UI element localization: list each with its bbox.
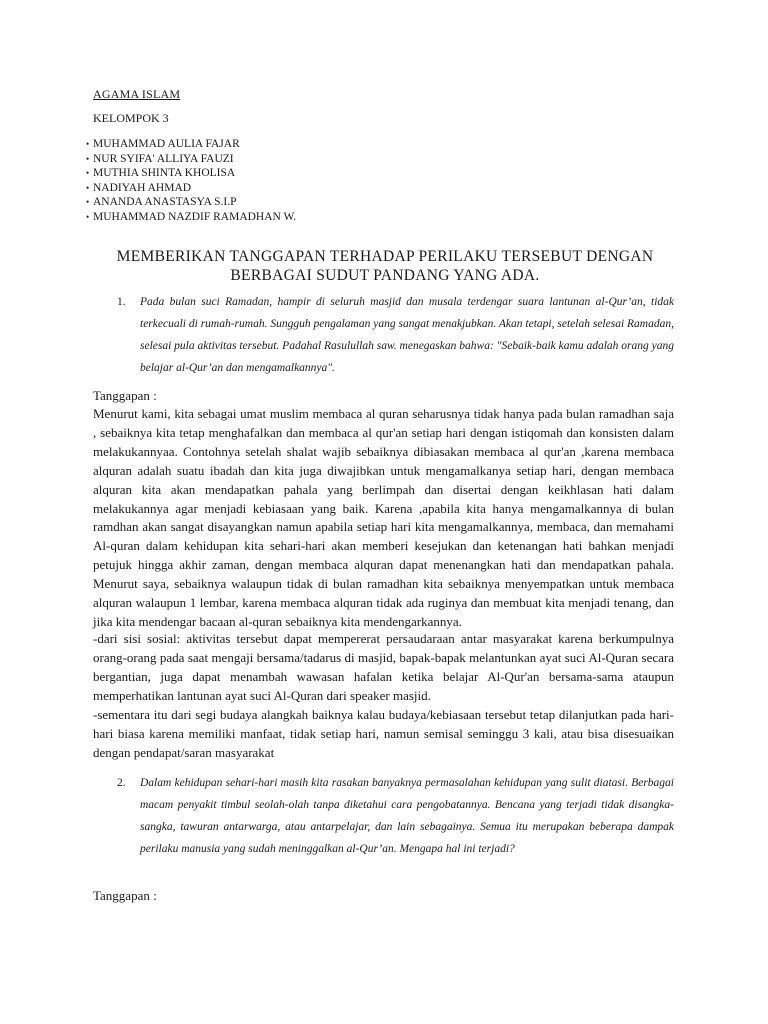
bullet-icon: • bbox=[86, 182, 90, 193]
question-number: 1. bbox=[117, 296, 126, 308]
response-label: Tanggapan : bbox=[93, 388, 157, 403]
list-item: • MUTHIA SHINTA KHOLISA bbox=[86, 167, 236, 179]
group-label: KELOMPOK 3 bbox=[93, 111, 169, 125]
question-text: Pada bulan suci Ramadan, hampir di seluruh masjid dan musala terdengar suara lantunan al-Qur’an, tidak terkecuali di rumah-rumah. Sungguh pengalaman yang sangat menakjubkan. Akan tetapi, setelah selesai Ramadan, selesai pula aktivitas tersebut. Padahal Rasulullah saw. menegaskan bahwa: "Sebaik-baik kamu adalah orang yang belajar al-Qur’an dan mengamalkannya". bbox=[140, 296, 674, 374]
section-heading: MEMBERIKAN TANGGAPAN TERHADAP PERILAKU TERSEBUT DENGAN BERBAGAI SUDUT PANDANG YANG ADA. bbox=[116, 248, 654, 284]
member-list bbox=[86, 137, 296, 224]
question-2 bbox=[117, 772, 674, 860]
list-item: • NADIYAH AHMAD bbox=[86, 181, 192, 194]
bullet-icon: • bbox=[86, 139, 90, 149]
list-item: • MUHAMMAD NAZDIF RAMADHAN W. bbox=[86, 210, 297, 223]
list-item: • NUR SYIFA' ALLIYA FAUZI bbox=[86, 152, 234, 165]
social-paragraph: -dari sisi sosial: aktivitas tersebut dapat mempererat persaudaraan antar masyarakat karena berkumpulnya orang-orang pada saat mengaji bersama/tadarus di masjid, bapak-bapak melantunkan ayat suci Al-Quran secara bergantian, juga dapat menambah wawasan hafalan ketika belajar Al-Qur'an bersama-sama ataupun memperhatikan lantunan ayat suci Al-Quran dari speaker masjid. bbox=[93, 631, 674, 703]
list-item: • MUHAMMAD AULIA FAJAR bbox=[86, 138, 240, 150]
question-text: Dalam kehidupan sehari-hari masih kita rasakan banyaknya permasalahan kehidupan yang sulit diatasi. Berbagai macam penyakit timbul seolah-olah tanpa diketahui cara pengobatannya. Bencana yang terjadi tidak disangka-sangka, tawuran antarwarga, atau antarpelajar, dan lain sebagainya. Semua itu merupakan beberapa dampak perilaku manusia yang sudah meninggalkan al-Qur’an. Mengapa hal ini terjadi? bbox=[140, 777, 674, 855]
bullet-icon: • bbox=[86, 153, 90, 164]
question-1 bbox=[117, 291, 674, 379]
subject-title: AGAMA ISLAM bbox=[93, 87, 181, 101]
bullet-icon: • bbox=[86, 211, 90, 222]
culture-paragraph: -sementara itu dari segi budaya alangkah baiknya kalau budaya/kebiasaan tersebut tetap dilanjutkan pada hari-hari biasa karena memiliki manfaat, tidak setiap hari, namun semisal seminggu 3 kali, atau bisa disesuaikan dengan pendapat/saran masyarakat bbox=[93, 707, 674, 760]
bullet-icon: • bbox=[86, 197, 90, 207]
list-item: • ANANDA ANASTASYA S.I.P bbox=[86, 196, 237, 208]
bullet-icon: • bbox=[86, 168, 90, 178]
response-label: Tanggapan : bbox=[93, 888, 157, 903]
question-number: 2. bbox=[117, 777, 126, 789]
response-paragraph: Menurut kami, kita sebagai umat muslim membaca al quran seharusnya tidak hanya pada bulan ramadhan saja , sebaiknya kita tetap menghafalkan dan membaca al qur'an setiap hari dengan istiqomah dan konsisten dalam melakukannyaa. Contohnya setelah shalat wajib sebaiknya dibiasakan membaca al qur'an ,karena membaca alquran adalah suatu ibadah dan kita juga diwajibkan untuk mengamalkanya setiap hari, dengan membaca alquran kita akan mendapatkan pahala yang berlimpah dan disertai dengan keikhlasan hati dalam melakukannya agar menjadi kebiasaan yang baik. Karena ,apabila kita hanya mengamalkannya di bulan ramdhan akan sangat disayangkan namun apabila setiap hari kita mengamalkannya, membaca, dan memahami Al-quran dalam kehidupan kita sehari-hari akan memberi kesejukan dan ketenangan hati bahkan menjadi petujuk hingga akhir zaman, dengan membaca alquran dapat menenangkan hati dan mendapatkan pahala. Menurut saya, sebaiknya walaupun tidak di bulan ramadhan kita sebaiknya menyempatkan untuk membaca alquran walaupun 1 lembar, karena membaca alquran tidak ada ruginya dan membuat kita menjadi tenang, dan jika kita mendengar bacaan al-quran sebaiknya kita mendengarkannya. bbox=[93, 406, 674, 629]
